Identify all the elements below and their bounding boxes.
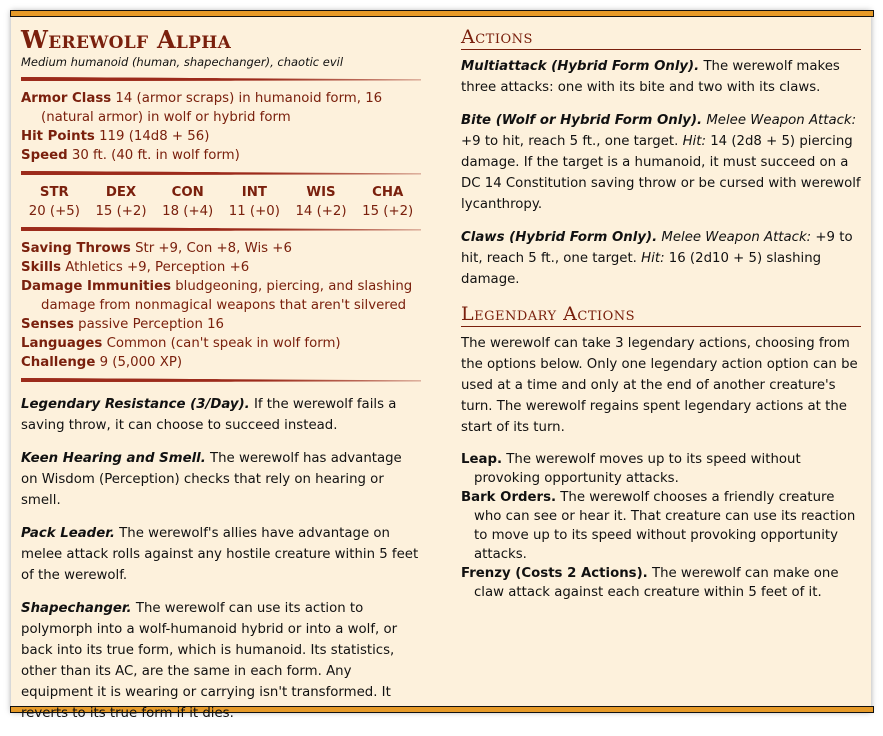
value: Common (can't speak in wolf form): [106, 336, 341, 351]
divider: [21, 171, 421, 175]
creature-meta: Medium humanoid (human, shapechanger), chaotic evil: [21, 55, 344, 69]
label: Hit Points: [21, 129, 95, 144]
action-text: 14 (2d8 + 5) piercing damage. If the target is a humanoid, it must succeed on a DC 14 Constitution saving throw or be cursed with werewolf lycanthropy.: [461, 134, 861, 212]
ability-name: WIS: [306, 185, 336, 200]
ability-con: [154, 183, 221, 221]
action-title: Multiattack (Hybrid Form Only).: [461, 59, 700, 74]
ability-name: DEX: [105, 185, 137, 200]
ability-dex: [88, 183, 155, 221]
trait-title: Pack Leader.: [21, 526, 115, 541]
value: passive Perception 16: [78, 317, 225, 332]
left-column: [21, 25, 421, 736]
divider: [21, 378, 421, 382]
senses: [21, 315, 421, 334]
value: 14 (armor scraps) in humanoid form, 16 (natural armor) in wolf or hybrid form: [41, 91, 383, 125]
stat-block: [11, 11, 871, 721]
label: Armor Class: [21, 91, 112, 106]
legendary-action: [461, 450, 861, 488]
ability-cha: [354, 183, 421, 221]
ability-score: 14 (+2): [295, 204, 347, 219]
label: Damage Immunities: [21, 279, 171, 294]
legendary-title: Leap.: [461, 452, 503, 467]
action: [461, 227, 861, 290]
ability-str: [21, 183, 88, 221]
trait-text: The werewolf has advantage on Wisdom (Perception) checks that rely on hearing or smell.: [21, 451, 402, 508]
skills: [21, 258, 421, 277]
value: 9 (5,000 XP): [99, 355, 183, 370]
legendary-text: The werewolf moves up to its speed without provoking opportunity attacks.: [474, 452, 801, 486]
ability-scores: [21, 183, 421, 221]
actions-heading: Actions: [461, 25, 861, 50]
legendary-text: The werewolf can make one claw attack against each creature within 5 feet of it.: [474, 566, 839, 600]
label: Speed: [21, 148, 68, 163]
trait: [21, 523, 421, 586]
action: [461, 56, 861, 98]
ability-int: [221, 183, 288, 221]
trait-title: Legendary Resistance (3/Day).: [21, 397, 250, 412]
languages: [21, 334, 421, 353]
attack-type: Melee Weapon Attack:: [661, 230, 812, 245]
legendary-action: [461, 564, 861, 602]
legendary-title: Frenzy (Costs 2 Actions).: [461, 566, 648, 581]
hit-points: [21, 127, 421, 146]
value: 30 ft. (40 ft. in wolf form): [71, 148, 240, 163]
ability-name: CHA: [372, 185, 404, 200]
challenge: [21, 353, 421, 372]
action-text: The werewolf makes three attacks: one with its bite and two with its claws.: [461, 59, 840, 95]
value: 119 (14d8 + 56): [99, 129, 210, 144]
action-title: Bite (Wolf or Hybrid Form Only).: [461, 113, 703, 128]
hit-label: Hit:: [682, 134, 706, 149]
value: Athletics +9, Perception +6: [65, 260, 250, 275]
ability-score: 15 (+2): [362, 204, 414, 219]
ability-name: STR: [39, 185, 69, 200]
ability-wis: [288, 183, 355, 221]
attack-bonus: +9 to hit, reach 5 ft., one target.: [461, 134, 679, 149]
legendary-action: [461, 488, 861, 564]
value: Str +9, Con +8, Wis +6: [135, 241, 292, 256]
ability-score: 11 (+0): [228, 204, 280, 219]
action: [461, 110, 861, 215]
hit-label: Hit:: [641, 251, 665, 266]
ability-name: CON: [171, 185, 204, 200]
top-border-bar: [10, 10, 874, 17]
attack-bonus: +9 to hit, reach 5 ft., one target.: [461, 230, 853, 266]
action-title: Claws (Hybrid Form Only).: [461, 230, 658, 245]
action-text: 16 (2d10 + 5) slashing damage.: [461, 251, 822, 287]
divider: [21, 227, 421, 231]
label: Skills: [21, 260, 62, 275]
label: Saving Throws: [21, 241, 131, 256]
label: Languages: [21, 336, 103, 351]
divider: [21, 77, 421, 81]
trait-title: Keen Hearing and Smell.: [21, 451, 206, 466]
legendary-title: Bark Orders.: [461, 490, 557, 505]
damage-immunities: [21, 277, 421, 315]
trait: [21, 598, 421, 724]
label: Senses: [21, 317, 74, 332]
right-column: [461, 25, 861, 602]
legendary-intro: The werewolf can take 3 legendary actions, choosing from the options below. Only one legendary action option can be used at a time and only at the end of another creature's turn. The werewolf regains spent legendary actions at the start of its turn.: [461, 336, 858, 435]
value: bludgeoning, piercing, and slashing damage from nonmagical weapons that aren't silvered: [41, 279, 413, 313]
saving-throws: [21, 239, 421, 258]
trait-text: The werewolf's allies have advantage on melee attack rolls against any hostile creature within 5 feet of the werewolf.: [21, 526, 419, 583]
attack-type: Melee Weapon Attack:: [706, 113, 857, 128]
trait: [21, 394, 421, 436]
ability-name: INT: [241, 185, 267, 200]
armor-class: [21, 89, 421, 127]
speed: [21, 146, 421, 165]
ability-score: 20 (+5): [28, 204, 80, 219]
legendary-text: The werewolf chooses a friendly creature who can see or hear it. That creature can use its reaction to move up to its speed without provoking opportunity attacks.: [474, 490, 856, 562]
trait: [21, 448, 421, 511]
trait-title: Shapechanger.: [21, 601, 132, 616]
trait-text: If the werewolf fails a saving throw, it can choose to succeed instead.: [21, 397, 397, 433]
trait-text: The werewolf can use its action to polymorph into a wolf-humanoid hybrid or into a wolf, or back into its true form, which is humanoid. Its statistics, other than its AC, are the same in each form. Any equipment it is wearing or carrying isn't transformed. It reverts to its true form if it dies.: [21, 601, 398, 721]
label: Challenge: [21, 355, 96, 370]
legendary-actions-heading: Legendary Actions: [461, 302, 861, 327]
ability-score: 18 (+4): [162, 204, 214, 219]
creature-name: Werewolf Alpha: [21, 25, 232, 54]
ability-score: 15 (+2): [95, 204, 147, 219]
